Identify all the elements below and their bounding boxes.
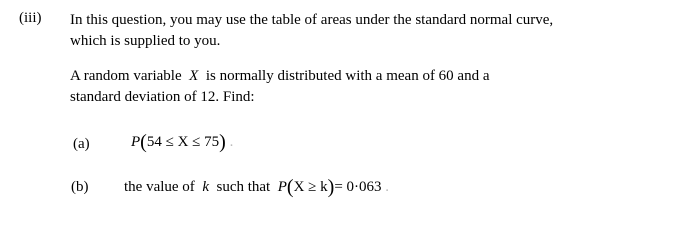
intro-line-1: In this question, you may use the table of areas under the standard normal curve, <box>70 12 554 28</box>
rv-line-2: standard deviation of 12. Find: <box>70 89 255 105</box>
part-b-end: . <box>385 179 390 195</box>
part-a-end: . <box>229 134 234 150</box>
question-item-number: (iii) <box>19 10 42 26</box>
part-b-label: (b) <box>71 179 89 195</box>
part-b-close-paren: ) <box>327 176 335 198</box>
intro-line-2: which is supplied to you. <box>70 33 221 49</box>
part-a-close-paren: ) <box>219 131 226 153</box>
part-b-middle: such that <box>216 179 271 195</box>
part-a-expression <box>131 131 234 153</box>
random-variable-statement <box>70 66 490 108</box>
rv-prefix: A random variable <box>70 68 182 84</box>
part-a-p: P <box>131 134 141 150</box>
part-a-body: 54 ≤ X ≤ 75 <box>146 134 220 150</box>
question-intro <box>70 10 553 52</box>
part-a-open-paren: ( <box>140 131 147 153</box>
part-a-label: (a) <box>73 136 90 152</box>
part-b-p: P <box>277 179 287 195</box>
rv-suffix: is normally distributed with a mean of 60 and a <box>205 68 490 84</box>
part-b-value: = 0·063 <box>334 179 382 195</box>
part-b-text <box>124 176 390 198</box>
part-b-k: k <box>202 179 209 195</box>
rv-line-1 <box>70 66 490 87</box>
part-b-body: X ≥ k <box>293 179 328 195</box>
part-b-open-paren: ( <box>286 176 294 198</box>
part-b-prefix: the value of <box>124 179 195 195</box>
rv-symbol: X <box>189 68 199 84</box>
